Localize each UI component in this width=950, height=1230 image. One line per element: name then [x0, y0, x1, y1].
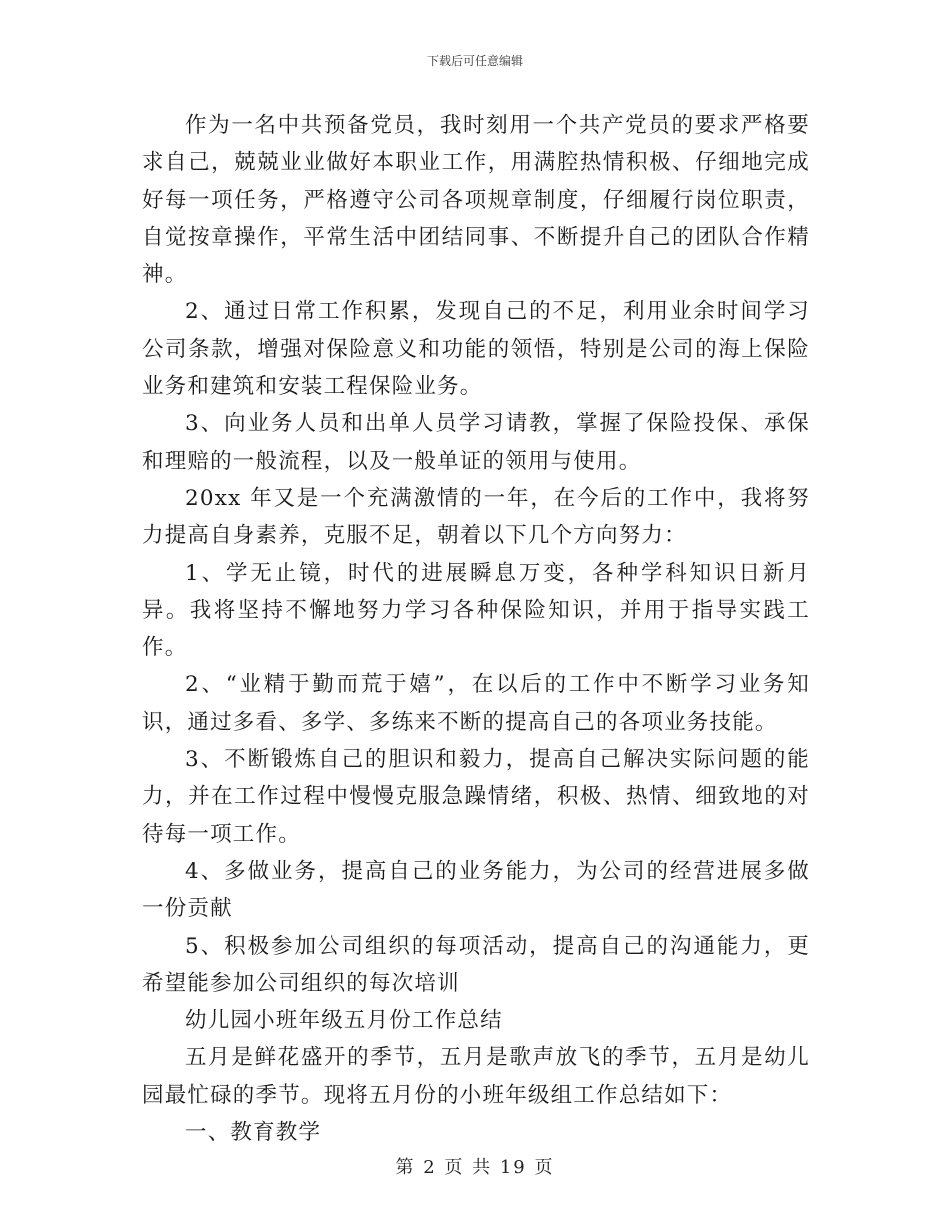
paragraph: 五月是鲜花盛开的季节，五月是歌声放飞的季节，五月是幼儿园最忙碌的季节。现将五月份的小班年级组工作总结如下：	[142, 1045, 810, 1108]
paragraph: 2、“业精于勤而荒于嬉”，在以后的工作中不断学习业务知识，通过多看、多学、多练来不断的提高自己的各项业务技能。	[142, 672, 810, 735]
document-body	[142, 107, 810, 1151]
section-title: 幼儿园小班年级五月份工作总结	[185, 1008, 503, 1034]
paragraph: 1、学无止镜，时代的进展瞬息万变，各种学科知识日新月异。我将坚持不懈地努力学习各种保险知识，并用于指导实践工作。	[142, 560, 810, 661]
paragraph: 3、不断锻炼自己的胆识和毅力，提高自己解决实际问题的能力，并在工作过程中慢慢克服急躁情绪，积极、热情、细致地的对待每一项工作。	[142, 747, 810, 847]
page-number: 第 2 页 共 19 页	[395, 1157, 555, 1178]
paragraph: 20xx 年又是一个充满激情的一年，在今后的工作中，我将努力提高自身素养，克服不足，朝着以下几个方向努力：	[142, 485, 810, 549]
header-note: 下载后可任意编辑	[426, 54, 523, 68]
paragraph: 4、多做业务，提高自己的业务能力，为公司的经营进展多做一份贡献	[142, 858, 810, 922]
paragraph: 作为一名中共预备党员，我时刻用一个共产党员的要求严格要求自己，兢兢业业做好本职业工作，用满腔热情积极、仔细地完成好每一项任务，严格遵守公司各项规章制度，仔细履行岗位职责，自觉按章操作，平常生活中团结同事、不断提升自己的团队合作精神。	[142, 113, 810, 288]
paragraph: 5、积极参加公司组织的每项活动，提高自己的沟通能力，更希望能参加公司组织的每次培训	[142, 933, 810, 996]
paragraph: 2、通过日常工作积累，发现自己的不足，利用业余时间学习公司条款，增强对保险意义和功能的领悟，特别是公司的海上保险业务和建筑和安装工程保险业务。	[142, 299, 810, 400]
paragraph: 3、向业务人员和出单人员学习请教，掌握了保险投保、承保和理赔的一般流程，以及一般单证的领用与使用。	[142, 411, 810, 474]
section-heading: 一、教育教学	[185, 1120, 322, 1146]
